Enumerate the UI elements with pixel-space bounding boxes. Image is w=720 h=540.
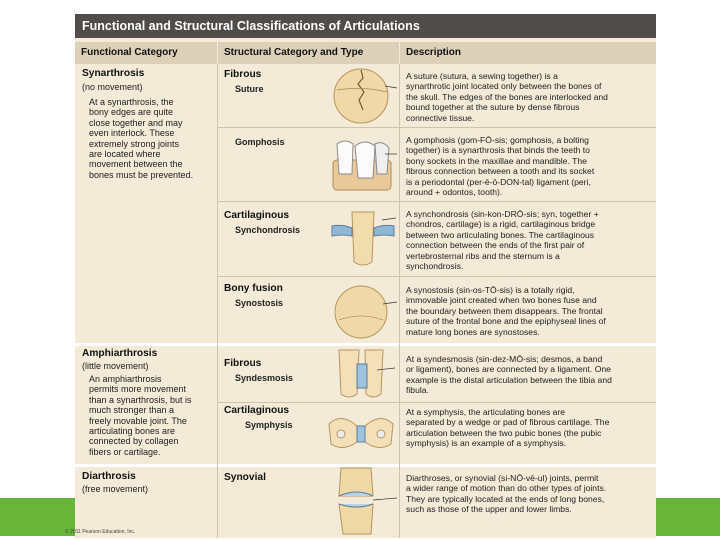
description-suture: A suture (sutura, a sewing together) is a synarthrotic joint located only between the bones of the skull. The edges of the bones are interlocked and bound together at the suture by dense fibrous connective tissue. — [406, 71, 608, 123]
page-title: Functional and Structural Classifications of Articulations — [75, 14, 656, 38]
green-accent-bar-left — [0, 498, 75, 536]
row-divider — [218, 201, 656, 202]
description-gomphosis: A gomphosis (gom-FŌ-sis; gomphosis, a bolting together) is a synarthrosis that binds the teeth to bony sockets in the maxillae and mandible. The fibrous connection between a tooth and its socket is a periodontal (per-ē-ō-DON-tal) ligament (peri, around + odontos, tooth). — [406, 135, 595, 198]
fibrous-label: Fibrous — [224, 69, 262, 80]
diarthrosis-sub: (free movement) — [82, 484, 149, 494]
header-structural: Structural Category and Type — [218, 42, 399, 64]
synostosis-label: Synostosis — [235, 298, 284, 308]
row-divider — [218, 276, 656, 277]
pubic-symphysis-illustration — [325, 408, 397, 460]
teeth-gomphosis-illustration — [325, 136, 397, 196]
synovial-label: Synovial — [224, 472, 266, 483]
articulations-table — [65, 14, 656, 538]
row-divider — [218, 127, 656, 128]
column-divider — [399, 64, 400, 538]
symphysis-label: Symphysis — [245, 420, 293, 430]
description-synovial: Diarthroses, or synovial (si-NŌ-vē-ul) joints, permit a wider range of motion than do other types of joints. They are typically located at the ends of long bones, such as those of the upper and lower limbs. — [406, 473, 607, 515]
description-syndesmosis: At a syndesmosis (sin-dez-MŌ-sis; desmos, a band or ligament), bones are connected by a ligament. One example is the distal articulation between the tibia and fibula. — [406, 354, 612, 396]
section-divider — [75, 343, 656, 346]
fibrous-label-2: Fibrous — [224, 358, 262, 369]
column-divider — [217, 64, 218, 538]
copyright-notice: © 2011 Pearson Education, Inc. — [65, 529, 136, 535]
syndesmosis-label: Syndesmosis — [235, 373, 294, 383]
header-description: Description — [400, 42, 656, 64]
amphiarthrosis-description: An amphiarthrosis permits more movement than a synarthrosis, but is much stronger than a freely movable joint. The articulating bones are connected by collagen fibers or cartilage. — [89, 374, 192, 457]
header-functional: Functional Category — [75, 42, 217, 64]
skull-suture-illustration — [325, 66, 397, 124]
cartilaginous-label-2: Cartilaginous — [224, 405, 290, 416]
skull-synostosis-illustration — [325, 280, 397, 340]
description-synchondrosis: A synchondrosis (sin-kon-DRŌ-sis; syn, together + chondros, cartilage) is a rigid, cartilaginous bridge between two articulating bones. The cartilaginous connection between the ends of the first pair of vertebrosternal ribs and the sternum is a synchondrosis. — [406, 209, 599, 272]
row-divider — [218, 402, 656, 403]
synovial-joint-illustration — [337, 466, 397, 536]
gomphosis-label: Gomphosis — [235, 137, 285, 147]
green-accent-bar-right — [655, 498, 720, 536]
tibia-fibula-syndesmosis-illustration — [333, 348, 395, 400]
amphiarthrosis-title: Amphiarthrosis — [82, 348, 158, 359]
rib-synchondrosis-illustration — [330, 206, 396, 270]
description-synostosis: A synostosis (sin-os-TŌ-sis) is a totally rigid, immovable joint created when two bones fuse and the boundary between them disappears. The frontal suture of the frontal bone and the epiphyseal lines of mature long bones are synostoses. — [406, 285, 606, 337]
synchondrosis-label: Synchondrosis — [235, 225, 301, 235]
synarthrosis-description: At a synarthrosis, the bony edges are quite close together and may even interlock. These extremely strong joints are located where movement between the bones must be prevented. — [89, 97, 194, 180]
synarthrosis-sub: (no movement) — [82, 82, 143, 92]
synarthrosis-title: Synarthrosis — [82, 68, 145, 79]
suture-label: Suture — [235, 84, 264, 94]
amphiarthrosis-sub: (little movement) — [82, 361, 149, 371]
cartilaginous-label: Cartilaginous — [224, 210, 290, 221]
diarthrosis-title: Diarthrosis — [82, 471, 136, 482]
bony-fusion-label: Bony fusion — [224, 283, 283, 294]
description-symphysis: At a symphysis, the articulating bones are separated by a wedge or pad of fibrous cartilage. The articulation between the two pubic bones (the pubic symphysis) is an example of a symphysis. — [406, 407, 610, 449]
